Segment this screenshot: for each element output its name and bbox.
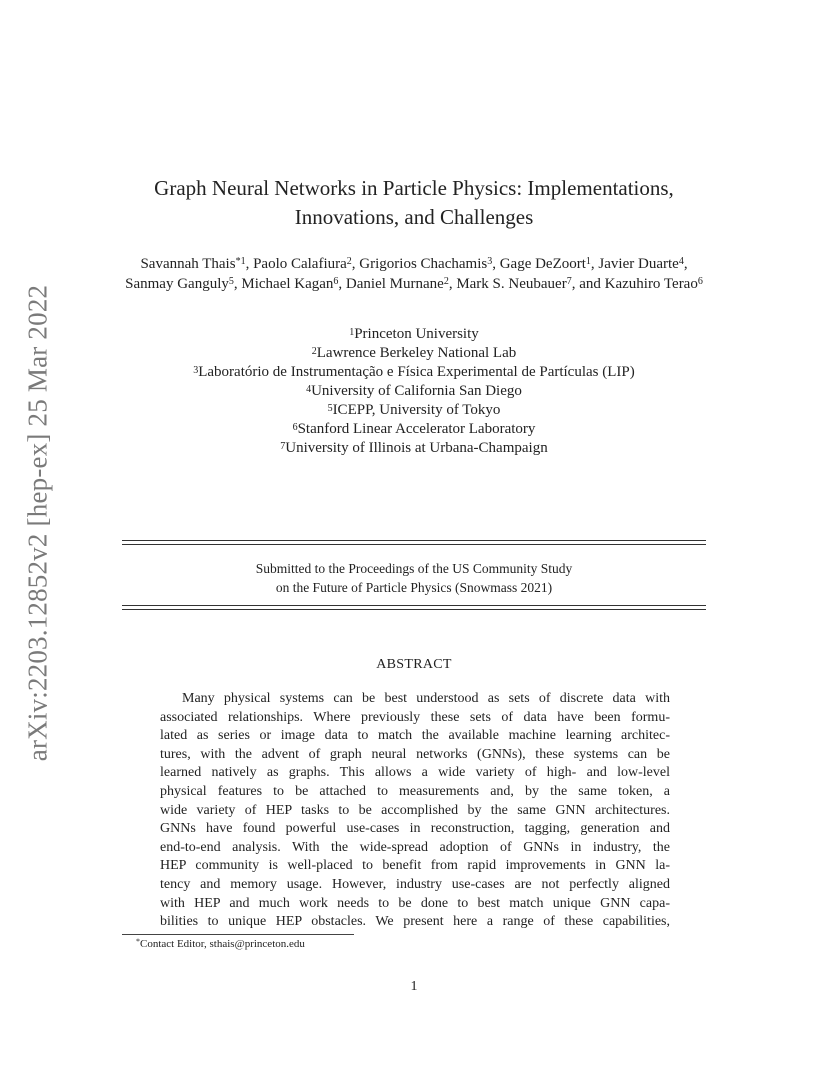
abstract-line: tency and memory usage. However, industry use-cases are not perfectly aligned (160, 876, 670, 892)
author-affiliation-mark: 4 (678, 256, 684, 267)
author (253, 256, 352, 272)
author-affiliation-mark: *1 (235, 256, 246, 267)
affiliation (110, 325, 718, 344)
affiliation-mark: 5 (327, 403, 333, 414)
affiliation (110, 344, 718, 363)
affiliation-mark: 1 (349, 327, 355, 338)
author-name: Kazuhiro Terao (604, 276, 698, 292)
author-affiliation-mark: 3 (487, 256, 493, 267)
author-name: Paolo Calafiura (253, 256, 347, 272)
abstract-heading: ABSTRACT (376, 657, 452, 672)
affiliation-mark: 3 (193, 365, 199, 376)
abstract-line: with HEP and much work needs to be done to best match unique GNN capa- (160, 895, 670, 911)
abstract-line: lated as series or image data to match the available machine learning architec- (160, 728, 670, 744)
affiliation-name: Laboratório de Instrumentação e Física Experimental de Partículas (LIP) (198, 364, 635, 380)
abstract-line: GNNs have found powerful use-cases in reconstruction, tagging, generation and (160, 821, 670, 837)
abstract-line: associated relationships. Where previously these sets of data have been formu- (160, 709, 670, 725)
affiliation (110, 420, 718, 439)
affiliation-mark: 6 (292, 422, 298, 433)
author-affiliation-mark: 1 (585, 256, 591, 267)
author-affiliation-mark: 7 (566, 276, 572, 287)
author (241, 276, 338, 292)
author-name: Michael Kagan (241, 276, 334, 292)
top-double-rule-lower (122, 544, 706, 545)
abstract-line: physical features to be attached to measurements and, by the same token, a (160, 783, 670, 799)
abstract-line: end-to-end analysis. With the wide-spread adoption of GNNs in industry, the (160, 839, 670, 855)
affiliation-mark: 7 (280, 441, 286, 452)
author (456, 276, 571, 292)
affiliation-mark: 4 (306, 384, 312, 395)
abstract-body (160, 690, 670, 932)
author (359, 256, 492, 272)
author-affiliation-mark: 2 (443, 276, 449, 287)
affiliation-name: ICEPP, University of Tokyo (332, 402, 501, 418)
abstract-line: tures, with the advent of graph neural networks (GNNs), these systems can be (160, 746, 670, 762)
arxiv-identifier-stamp (18, 280, 58, 765)
author (125, 276, 234, 292)
footnote-rule (122, 934, 354, 935)
bottom-double-rule-lower (122, 609, 706, 610)
author-name: Grigorios Chachamis (359, 256, 488, 272)
footnote (136, 938, 305, 950)
abstract-line: HEP community is well-placed to benefit from rapid improvements in GNN la- (160, 858, 670, 874)
author-list: Savannah Thais$^{*1}$, Paolo Calafiura$^2$, Grigorios Chachamis$^3$, Gage DeZoort$^1$, Javier Duarte$^4$, Sanmay Ganguly$^5$, Michael Kagan$^6$, Daniel Murnane$^2$, Mark S. Neubauer$^7$, and Kazuhiro Terao$^6$ (125, 256, 703, 292)
author (598, 256, 683, 272)
author-name: Javier Duarte (598, 256, 679, 272)
footnote-marker: * (136, 937, 140, 946)
title-line-2: Innovations, and Challenges (294, 205, 534, 229)
affiliation-name: University of Illinois at Urbana-Champaign (285, 440, 548, 456)
affiliation-list (110, 325, 718, 458)
submission-note (122, 559, 706, 597)
affiliation (110, 439, 718, 458)
submission-line-1: Submitted to the Proceedings of the US Community Study (255, 561, 573, 576)
abstract-line: Many physical systems can be best understood as sets of discrete data with (182, 691, 670, 706)
author: and Kazuhiro Terao$^6$ (579, 276, 703, 292)
abstract-line: wide variety of HEP tasks to be accomplished by the same GNN architectures. (160, 802, 670, 818)
submission-line-2: on the Future of Particle Physics (Snowmass 2021) (275, 580, 553, 595)
page-number: 1 (410, 979, 418, 994)
author (500, 256, 591, 272)
author-affiliation-mark: 6 (697, 276, 703, 287)
author (346, 276, 449, 292)
author-name: Savannah Thais (140, 256, 236, 272)
author-name: Mark S. Neubauer (456, 276, 567, 292)
author-name: Daniel Murnane (345, 276, 444, 292)
title-line-1: Graph Neural Networks in Particle Physics: Implementations, (154, 176, 674, 200)
affiliation-mark: 2 (311, 346, 317, 357)
author-affiliation-mark: 5 (228, 276, 234, 287)
bottom-double-rule-upper (122, 605, 706, 606)
author-affiliation-mark: 6 (333, 276, 339, 287)
affiliation-name: University of California San Diego (311, 383, 522, 399)
author-name: Gage DeZoort (499, 256, 586, 272)
abstract-line: learned natively as graphs. This allows a wide variety of high- and low-level (160, 765, 670, 781)
affiliation (110, 363, 718, 382)
top-double-rule-upper (122, 540, 706, 541)
affiliation (110, 401, 718, 420)
arxiv-identifier-text: arXiv:2203.12852v2 [hep-ex] 25 Mar 2022 (22, 284, 53, 761)
author-affiliation-mark: 2 (346, 256, 352, 267)
author-name: Sanmay Ganguly (125, 276, 229, 292)
author (140, 256, 245, 272)
footnote-text: Contact Editor, sthais@princeton.edu (140, 938, 305, 950)
abstract-line: bilities to unique HEP obstacles. We present here a range of these capabilities, (160, 914, 670, 930)
affiliation (110, 382, 718, 401)
paper-title (110, 174, 718, 232)
affiliation-name: Lawrence Berkeley National Lab (316, 345, 517, 361)
affiliation-name: Stanford Linear Accelerator Laboratory (297, 421, 536, 437)
affiliation-name: Princeton University (354, 326, 479, 342)
